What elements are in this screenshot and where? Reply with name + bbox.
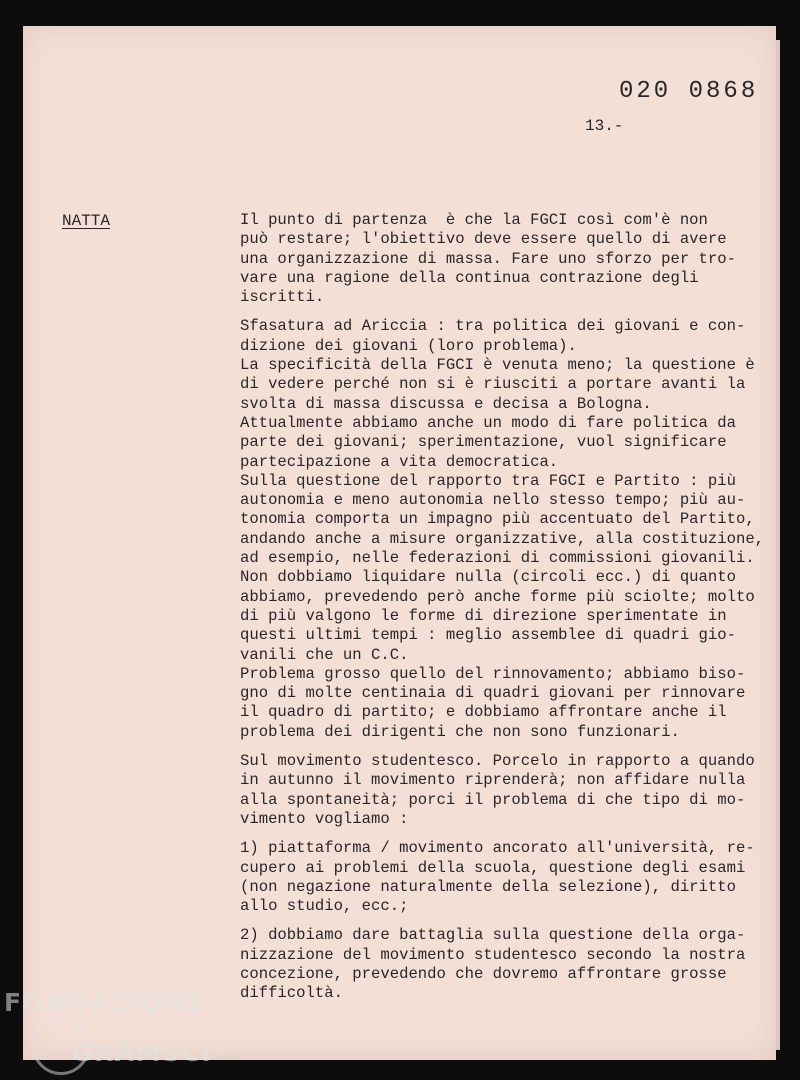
paragraph-gap (240, 742, 770, 752)
text-line: iscritti. (240, 288, 325, 307)
page-number: 13.- (585, 117, 624, 135)
text-line: partecipazione a vita democratica. (240, 452, 559, 471)
watermark-line1: FONDAZIONE (4, 988, 206, 1017)
text-line: concezione, prevedendo che dovremo affrontare grosse (240, 964, 727, 983)
text-line: difficoltà. (240, 984, 343, 1003)
text-line: 1) piattaforma / movimento ancorato all'università, re- (240, 839, 755, 858)
text-line: di vedere perché non si è riusciti a portare avanti la (240, 375, 746, 394)
paragraph-gap (240, 307, 770, 317)
archive-number: 020 0868 (619, 78, 759, 105)
text-line: (non negazione naturalmente della selezione), diritto (240, 877, 736, 896)
text-line: in autunno il movimento riprenderà; non affidare nulla (240, 771, 746, 790)
text-line: andando anche a misure organizzative, alla costituzione, (240, 529, 765, 548)
paper-edge (776, 40, 780, 1050)
text-line: dizione dei giovani (loro problema). (240, 336, 577, 355)
text-line: nizzazione del movimento studentesco secondo la nostra (240, 945, 746, 964)
text-line: autonomia e meno autonomia nello stesso tempo; più au- (240, 491, 746, 510)
fondazione-gramsci-watermark (4, 990, 242, 1065)
text-line: una organizzazione di massa. Fare uno sforzo per tro- (240, 249, 736, 268)
text-line: Problema grosso quello del rinnovamento; abbiamo biso- (240, 664, 746, 683)
paragraph (240, 839, 770, 916)
watermark-ring-icon (32, 1017, 90, 1075)
text-line: il quadro di partito; e dobbiamo affrontare anche il (240, 703, 727, 722)
paragraph (240, 752, 770, 829)
text-line: gno di molte centinaia di quadri giovani per rinnovare (240, 684, 746, 703)
text-line: problema dei dirigenti che non sono funzionari. (240, 722, 680, 741)
text-line: Il punto di partenza è che la FGCI così com'è non (240, 211, 708, 229)
text-line: vanili che un C.C. (240, 645, 409, 664)
text-line: abbiamo, prevedendo però anche forme più sciolte; molto (240, 587, 755, 606)
text-line: questi ultimi tempi : meglio assemblee di quadri gio- (240, 626, 736, 645)
text-line: parte dei giovani; sperimentazione, vuol significare (240, 433, 727, 452)
text-line: Sfasatura ad Ariccia : tra politica dei giovani e con- (240, 317, 746, 336)
text-line: 2) dobbiamo dare battaglia sulla questione della orga- (240, 926, 746, 945)
paragraph-gap (240, 916, 770, 926)
text-line: alla spontaneità; porci il problema di che tipo di mo- (240, 790, 746, 809)
speaker-name: NATTA (62, 212, 111, 230)
text-line: cupero ai problemi della scuola, questione degli esami (240, 858, 746, 877)
text-line: Sul movimento studentesco. Porcelo in rapporto a quando (240, 752, 755, 771)
text-line: La specificità della FGCI è venuta meno; la questione è (240, 356, 755, 375)
watermark-suffix: onlus (218, 1053, 243, 1063)
paragraph (240, 926, 770, 1003)
text-line: allo studio, ecc.; (240, 897, 409, 916)
text-line: Sulla questione del rapporto tra FGCI e Partito : più (240, 471, 736, 490)
watermark-line2: GRAMSCI (72, 1038, 213, 1067)
text-line: vimento vogliamo : (240, 809, 409, 828)
speech-text (240, 211, 770, 1004)
paragraph (240, 211, 770, 307)
text-line: tonomia comporta un impagno più accentuato del Partito, (240, 510, 755, 529)
paragraph (240, 317, 770, 742)
text-line: può restare; l'obiettivo deve essere quello di avere (240, 230, 727, 249)
text-line: di più valgono le forme di direzione sperimentate in (240, 606, 727, 625)
text-line: ad esempio, nelle federazioni di commissioni giovanili. (240, 549, 755, 568)
paragraph-gap (240, 829, 770, 839)
text-line: Attualmente abbiamo anche un modo di fare politica da (240, 413, 736, 432)
text-line: vare una ragione della continua contrazione degli (240, 268, 699, 287)
text-line: svolta di massa discussa e decisa a Bologna. (240, 394, 652, 413)
text-line: Non dobbiamo liquidare nulla (circoli ecc.) di quanto (240, 568, 736, 587)
